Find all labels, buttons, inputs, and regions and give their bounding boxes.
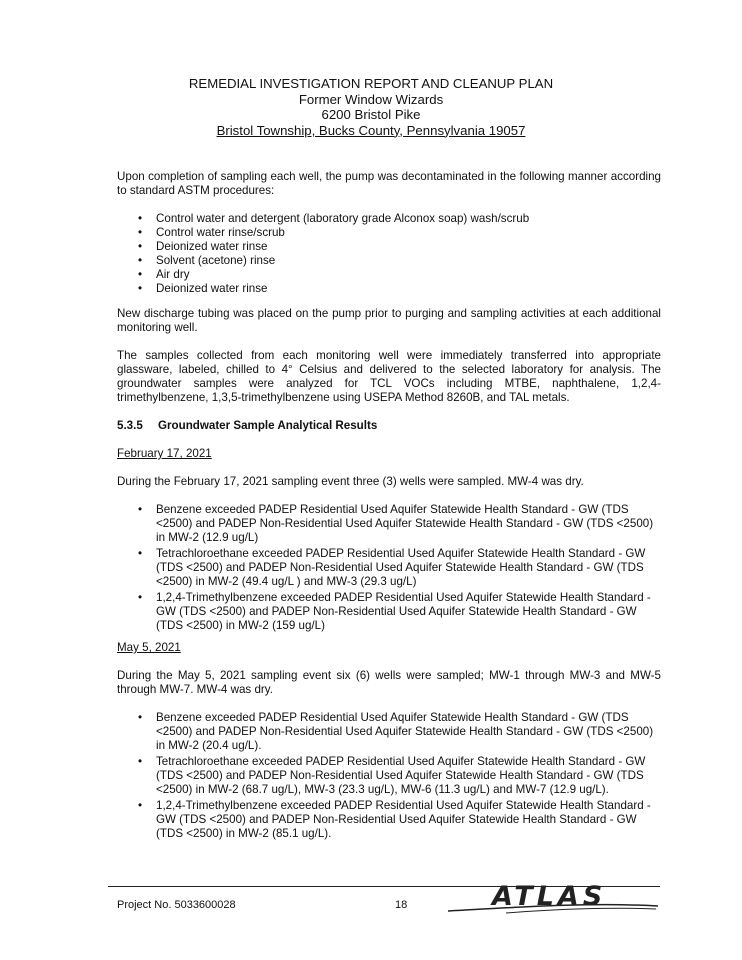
site-address: 6200 Bristol Pike [321,107,421,122]
list-item: • Control water rinse/scrub [138,226,285,239]
bullet-icon: • [138,547,143,560]
section-title: Groundwater Sample Analytical Results [158,419,378,432]
samples-paragraph: The samples collected from each monitoring well were immediately transferred into appropriate glassware, labeled, chilled to 4° Celsius and delivered to the selected laboratory for analysis. The groundwater samples were analyzed for TCL VOCs including MTBE, naphthalene, 1,2,4-trimethylbenzene, 1,3,5-trimethylbenzene using USEPA Method 8260B, and TAL metals. [117,349,661,404]
list-item: • Benzene exceeded PADEP Residential Used Aquifer Statewide Health Standard - GW (TDS <2500) and PADEP Non-Residential Used Aquifer Statewide Health Standard - GW (TDS <2500) in MW-2 (20.4 ug/L). [138,711,654,752]
bullet-icon: • [138,799,143,812]
bullet-icon: • [138,240,143,253]
list-item: • Solvent (acetone) rinse [138,254,276,267]
event2-results-list [117,711,661,841]
list-item: • Benzene exceeded PADEP Residential Used Aquifer Statewide Health Standard - GW (TDS <2500) and PADEP Non-Residential Used Aquifer Statewide Health Standard - GW (TDS <2500) in MW-2 (12.9 ug/L) [138,503,654,544]
bullet-icon: • [138,711,143,724]
event1-results-list [117,503,661,633]
list-item: • Tetrachloroethane exceeded PADEP Residential Used Aquifer Statewide Health Standard - GW (TDS <2500) and PADEP Non-Residential Used Aquifer Statewide Health Standard - GW (TDS <2500) in MW-2 (68.7 ug/L), MW-3 (23.3 ug/L), MW-6 (11.3 ug/L) and MW-7 (12.9 ug/L). [138,755,646,796]
event2-date-heading: May 5, 2021 [117,641,181,654]
bullet-icon: • [138,254,143,267]
page-header [0,76,742,138]
bullet-icon: • [138,268,143,281]
section-number: 5.3.5 [117,419,143,432]
logo-wordmark: ATLAS [492,881,607,912]
site-name: Former Window Wizards [298,91,444,107]
event1-intro: During the February 17, 2021 sampling event three (3) wells were sampled. MW-4 was dry. [117,475,584,488]
bullet-icon: • [138,212,143,225]
list-item: • Air dry [138,268,190,281]
event1-date-heading: February 17, 2021 [117,447,212,460]
bullet-icon: • [138,503,143,516]
decon-intro-paragraph: Upon completion of sampling each well, the pump was decontaminated in the following manner according to standard ASTM procedures: [117,170,661,197]
project-number: Project No. 5033600028 [117,899,236,911]
list-item: • 1,2,4-Trimethylbenzene exceeded PADEP Residential Used Aquifer Statewide Health Standard - GW (TDS <2500) and PADEP Non-Residential Used Aquifer Statewide Health Standard - GW (TDS <2500) in MW-2 (159 ug/L) [138,591,651,632]
report-title: REMEDIAL INVESTIGATION REPORT AND CLEANUP PLAN [188,76,554,91]
list-item: • Deionized water rinse [138,240,268,253]
section-heading [117,419,661,433]
bullet-icon: • [138,591,143,604]
atlas-logo [446,880,660,918]
site-location: Bristol Township, Bucks County, Pennsylvania 19057 [216,122,526,138]
page-number: 18 [395,899,408,911]
list-item: • 1,2,4-Trimethylbenzene exceeded PADEP Residential Used Aquifer Statewide Health Standard - GW (TDS <2500) and PADEP Non-Residential Used Aquifer Statewide Health Standard - GW (TDS <2500) in MW-2 (85.1 ug/L). [138,799,651,840]
event2-intro: During the May 5, 2021 sampling event six (6) wells were sampled; MW-1 through MW-3 and MW-5 through MW-7. MW-4 was dry. [117,669,661,696]
report-body [117,170,661,849]
list-item: • Control water and detergent (laboratory grade Alconox soap) wash/scrub [138,212,530,225]
bullet-icon: • [138,755,143,768]
bullet-icon: • [138,282,143,295]
decon-steps-list [117,212,661,296]
tubing-paragraph: New discharge tubing was placed on the pump prior to purging and sampling activities at each additional monitoring well. [117,307,661,334]
bullet-icon: • [138,226,143,239]
list-item: • Tetrachloroethane exceeded PADEP Residential Used Aquifer Statewide Health Standard - GW (TDS <2500) and PADEP Non-Residential Used Aquifer Statewide Health Standard - GW (TDS <2500) in MW-2 (49.4 ug/L ) and MW-3 (29.3 ug/L) [138,547,646,588]
list-item: • Deionized water rinse [138,282,268,295]
